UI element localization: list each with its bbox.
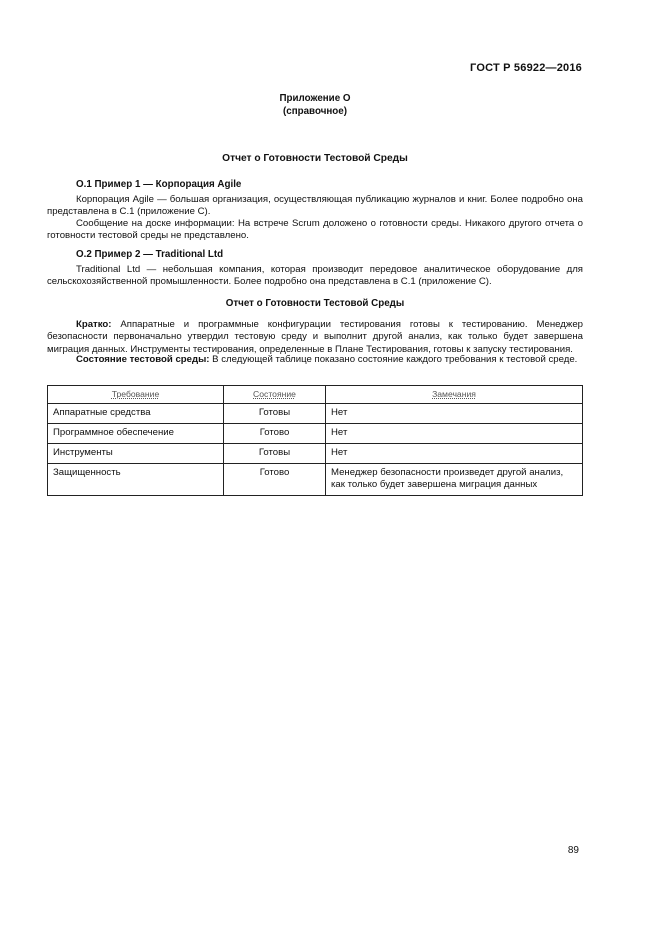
cell-requirement: Защищенность	[48, 464, 224, 496]
cell-requirement: Аппаратные средства	[48, 404, 224, 424]
main-title: Отчет о Готовности Тестовой Среды	[222, 153, 408, 164]
cell-requirement: Программное обеспечение	[48, 424, 224, 444]
summary-label: Кратко:	[76, 319, 112, 330]
appendix-name: Приложение О	[279, 93, 351, 104]
example1-paragraph-2	[47, 218, 583, 243]
cell-requirement: Инструменты	[48, 444, 224, 464]
page-number: 89	[567, 845, 579, 856]
cell-remarks: Менеджер безопасности произведет другой анализ, как только будет завершена миграция данных	[326, 464, 583, 496]
header-requirement: Требование	[48, 386, 224, 404]
header-status: Состояние	[224, 386, 326, 404]
summary-text: Аппаратные и программные конфигурации тестирования готовы к тестированию. Менеджер безопасности первоначально утвердил тестовую среду и выполнит другой анализ, как только будет завершена миграция данных. Инструменты тестирования, определенные в Плане Тестирования, готовы к запуску тестирования.	[47, 319, 583, 355]
cell-remarks: Нет	[326, 424, 583, 444]
document-code: ГОСТ Р 56922—2016	[470, 62, 582, 74]
report-title: Отчет о Готовности Тестовой Среды	[225, 298, 405, 309]
appendix-type: (справочное)	[283, 106, 347, 117]
example1-paragraph-1-text: Корпорация Agile — большая организация, осуществляющая публикацию журналов и книг. Более подробно она представлена в С.1 (приложение С).	[47, 194, 583, 218]
cell-status: Готовы	[224, 444, 326, 464]
table-row	[48, 464, 583, 496]
cell-status: Готовы	[224, 404, 326, 424]
example1-paragraph-1	[47, 194, 583, 219]
example1-paragraph-2-text: Сообщение на доске информации: На встрече Scrum доложено о готовности среды. Никакого другого отчета о готовности тестовой среды не представлено.	[47, 218, 583, 242]
example1-heading: О.1 Пример 1 — Корпорация Agile	[76, 179, 242, 190]
table-header-row	[48, 386, 583, 404]
header-remarks: Замечания	[326, 386, 583, 404]
appendix-title	[0, 92, 630, 118]
requirements-table	[47, 385, 583, 496]
table-row	[48, 404, 583, 424]
status-label: Состояние тестовой среды:	[76, 354, 210, 365]
status-text: В следующей таблице показано состояние каждого требования к тестовой среде.	[209, 354, 578, 365]
cell-status: Готово	[224, 424, 326, 444]
table-row	[48, 444, 583, 464]
example2-paragraph-1-text: Traditional Ltd — небольшая компания, которая производит передовое аналитическое оборудование для сельскохозяйственной промышленности. Более подробно она представлена в С.1 (приложение С).	[47, 264, 583, 288]
table-row	[48, 424, 583, 444]
example2-heading: О.2 Пример 2 — Traditional Ltd	[76, 249, 224, 260]
summary-paragraph	[47, 319, 583, 356]
status-paragraph	[47, 354, 583, 366]
cell-remarks: Нет	[326, 444, 583, 464]
example2-paragraph-1	[47, 264, 583, 289]
cell-remarks: Нет	[326, 404, 583, 424]
cell-status: Готово	[224, 464, 326, 496]
